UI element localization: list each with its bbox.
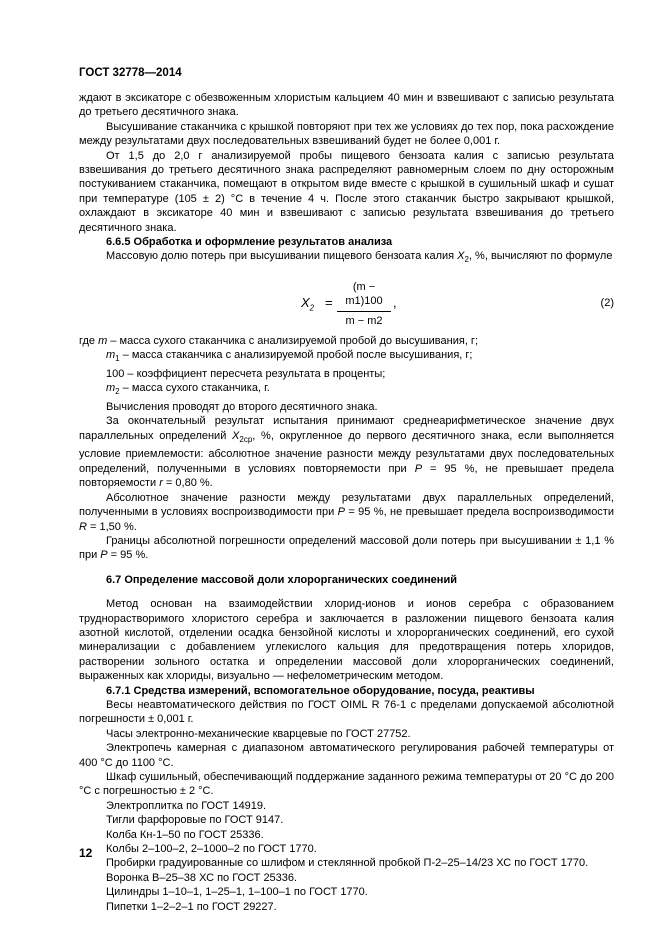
formula-numerator: (m − m1)100 [345, 281, 383, 308]
equipment-item: Колбы 2–100–2, 2–1000–2 по ГОСТ 1770. [106, 843, 317, 856]
page-body [79, 91, 614, 914]
fraction-bar [337, 311, 391, 312]
equipment-item: Часы электронно-механические кварцевые по ГОСТ 27752. [106, 727, 411, 740]
paragraph: Границы абсолютной погрешности определений массовой доли потерь при высушивании ± 1,1 % при P = 95 %. [79, 534, 614, 562]
paragraph: Массовую долю потерь при высушивании пищевого бензоата калия $X_2$, %, вычисляют по формуле [106, 250, 613, 265]
document-header: ГОСТ 32778—2014 [79, 67, 182, 79]
equipment-item: Цилиндры 1–10–1, 1–25–1, 1–100–1 по ГОСТ 1770. [106, 886, 368, 899]
equipment-item: Шкаф сушильный, обеспечивающий поддержание заданного режима температуры от 20 °С до 200 °С с погрешностью ± 2 °С. [79, 771, 614, 798]
formula-2 [79, 274, 614, 334]
equipment-item: Пробирки градуированные со шлифом и стеклянной пробкой П-2–25–14/23 ХС по ГОСТ 1770. [106, 857, 589, 870]
where-line: $m_1$ – масса стаканчика с анализируемой пробой после высушивания, г; [106, 349, 473, 364]
paragraph: За окончательный результат испытания принимают среднеарифметическое значение двух параллельных определений $X_{2ср}$, %, округленное до первого десятичного знака, если выполняется условие приемлемости: абсолютное значение разности между результатами двух последовательных определений, полученными в условиях повторяемости при P = 95 %, не превышает предела повторяемости r = 0,80 %. [79, 415, 615, 490]
paragraph: Метод основан на взаимодействии хлорид-ионов и ионов серебра с образованием труднорастворимого хлористого серебра и заключается в разложении пищевого бензоата калия азотной кислотой, отделении осадка бензойной кислоты и хлорорганических соединений, его сухой минерализации с добавлением углекислого кальция для предотвращения потерь хлоридов, растворении зольного остатка и определении массовой доли хлорорганических соединений, выраженных как хлориды, визуально — нефелометрическим методом. [79, 598, 614, 683]
paragraph: От 1,5 до 2,0 г анализируемой пробы пищевого бензоата калия с записью результата взвешивания до третьего десятичного знака распределяют равномерным слоем по дну осторожным постукиванием стаканчика, помещают в открытом виде вместе с крышкой в сушильный шкаф и сушат при температуре (105 ± 2) °С в течение 4 ч. После этого стаканчик быстро закрывают крышкой, охлаждают в эксикаторе 40 мин и взвешивают с записью результата взвешивания до третьего десятичного знака. [79, 149, 614, 234]
formula-comma: , [393, 295, 397, 311]
equipment-item: Колба Кн-1–50 по ГОСТ 25336. [106, 828, 264, 841]
where-line: где m – масса сухого стаканчика с анализируемой пробой до высушивания, г; [79, 335, 479, 348]
page-number: 12 [79, 846, 93, 860]
equipment-item: Весы неавтоматического действия по ГОСТ OIML R 76-1 с пределами допускаемой абсолютной погрешности ± 0,001 г. [79, 698, 614, 726]
where-line: $m_2$ – масса сухого стаканчика, г. [106, 382, 270, 397]
section-heading-6-7-1: 6.7.1 Средства измерений, вспомогательное оборудование, посуда, реактивы [106, 684, 535, 697]
paragraph: Высушивание стаканчика с крышкой повторяют при тех же условиях до тех пор, пока расхождение между результатами двух последовательных взвешиваний будет не более 0,001 г. [79, 120, 614, 148]
equipment-item: Электроплитка по ГОСТ 14919. [106, 799, 267, 812]
formula-number: (2) [600, 297, 614, 310]
paragraph: Вычисления проводят до второго десятичного знака. [106, 401, 378, 414]
where-line: 100 – коэффициент пересчета результата в проценты; [106, 368, 386, 381]
equipment-item: Пипетки 1–2–2–1 по ГОСТ 29227. [106, 900, 277, 913]
section-heading-6-7: 6.7 Определение массовой доли хлорорганических соединений [106, 573, 457, 586]
formula-lhs: $X_2$ [301, 295, 315, 313]
formula-equals: = [325, 295, 333, 311]
paragraph: ждают в эксикаторе с обезвоженным хлористым кальцием 40 мин и взвешивают с записью результата до третьего десятичного знака. [79, 92, 614, 119]
equipment-item: Тигли фарфоровые по ГОСТ 9147. [106, 814, 284, 827]
equipment-item: Электропечь камерная с диапазоном автоматического регулирования рабочей температуры от 400 °С до 1100 °С. [79, 742, 614, 769]
formula-fraction [337, 280, 391, 328]
formula-denominator: m − m2 [345, 314, 383, 327]
section-heading-6-6-5: 6.6.5 Обработка и оформление результатов анализа [106, 236, 393, 249]
paragraph: Абсолютное значение разности между результатами двух параллельных определений, полученными в условиях воспроизводимости при P = 95 %, не превышает предела воспроизводимости R = 1,50 %. [79, 491, 614, 533]
equipment-item: Воронка В–25–38 ХС по ГОСТ 25336. [106, 871, 298, 884]
